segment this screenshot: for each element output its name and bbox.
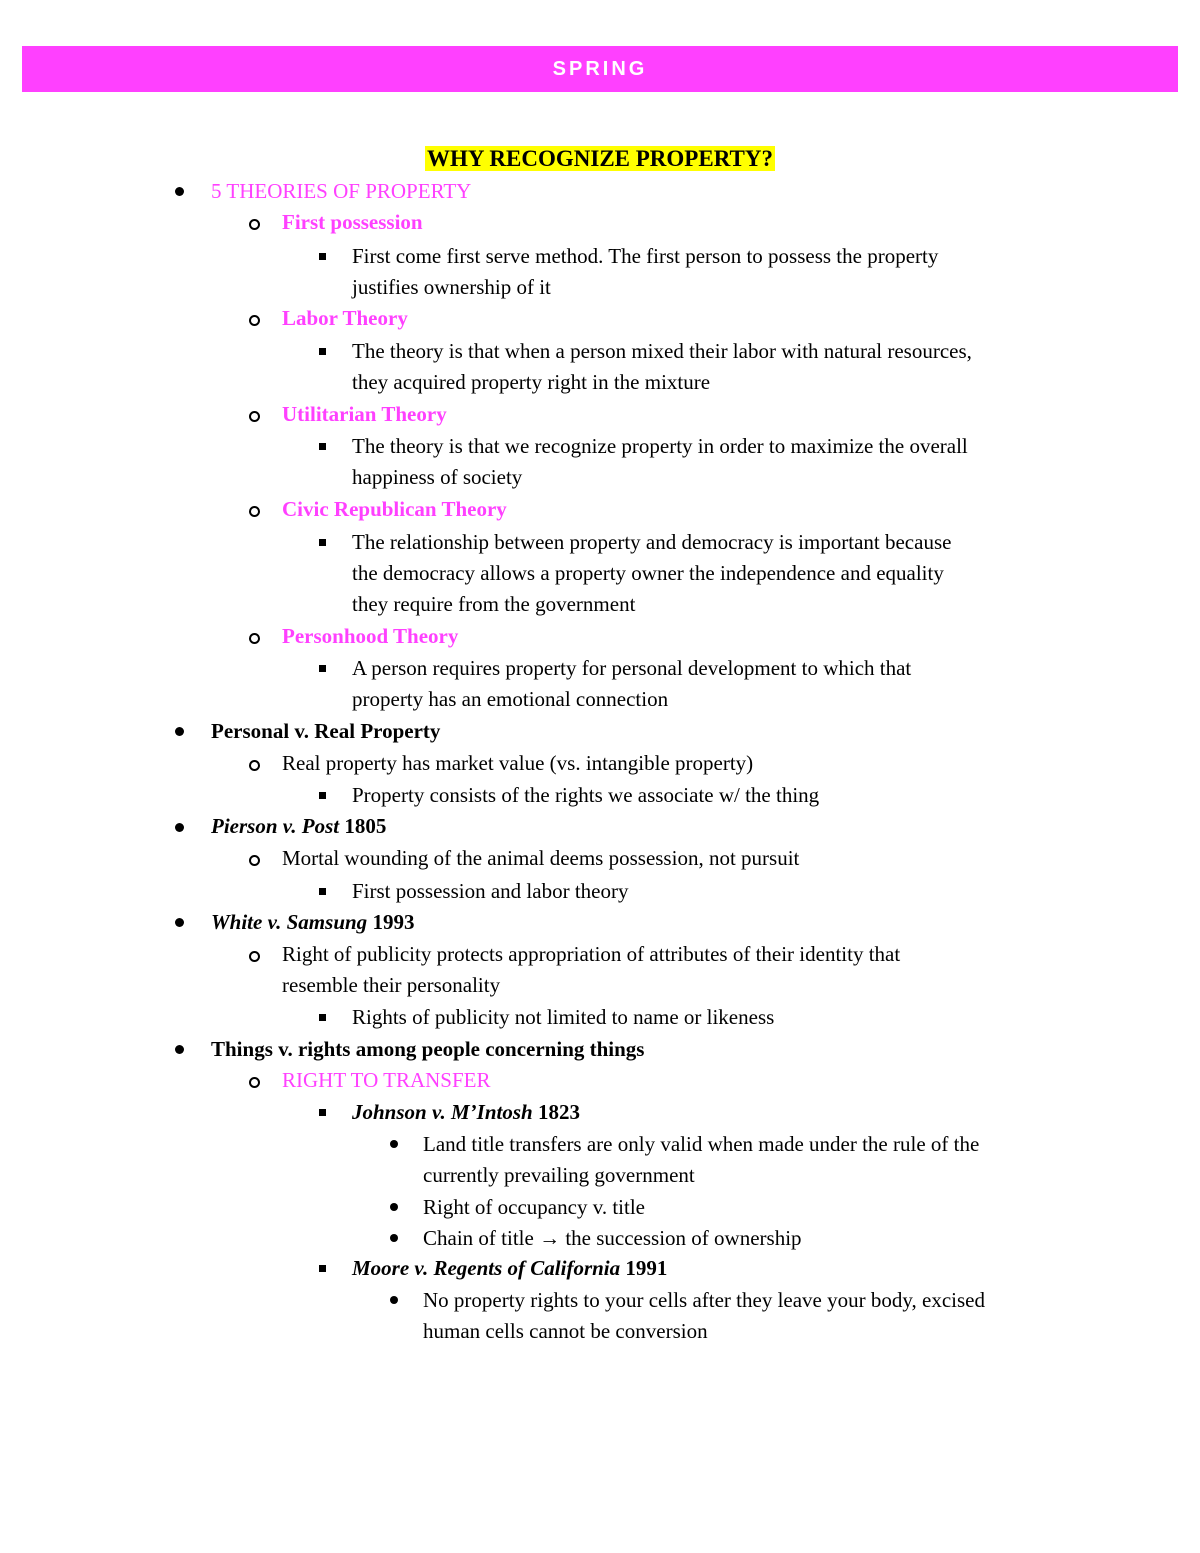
personal-real-point: Real property has market value (vs. intangible property): [282, 751, 754, 775]
civic-detail-cont-2: they require from the government: [352, 592, 636, 616]
bullet-circle: [249, 760, 260, 771]
bullet-dot: [175, 918, 184, 927]
bullet-square: [319, 888, 326, 895]
johnson-item-cont: currently prevailing government: [423, 1163, 695, 1187]
theory-labor: Labor Theory: [282, 306, 408, 330]
bullet-circle: [249, 506, 260, 517]
bullet-dot: [175, 727, 184, 736]
pierson-point: Mortal wounding of the animal deems possession, not pursuit: [282, 846, 800, 870]
banner-title: SPRING: [552, 57, 648, 80]
bullet-circle: [249, 1077, 260, 1088]
bullet-dot: [175, 823, 184, 832]
bullet-dot: [175, 187, 184, 196]
bullet-circle: [249, 855, 260, 866]
labor-detail: The theory is that when a person mixed their labor with natural resources,: [352, 339, 972, 363]
johnson-case-line: [352, 1097, 580, 1128]
civic-detail-cont: the democracy allows a property owner the independence and equality: [352, 561, 944, 585]
utilitarian-detail: The theory is that we recognize property in order to maximize the overall: [352, 434, 968, 458]
title-highlight: WHY RECOGNIZE PROPERTY?: [427, 146, 773, 171]
personhood-detail-cont: property has an emotional connection: [352, 687, 669, 711]
civic-detail: The relationship between property and democracy is important because: [352, 530, 952, 554]
bullet-square: [319, 792, 326, 799]
bullet-circle: [249, 951, 260, 962]
first-possession-detail: First come first serve method. The first person to possess the property: [352, 244, 939, 268]
bullet-dot: [390, 1296, 398, 1304]
bullet-circle: [249, 219, 260, 230]
utilitarian-detail-cont: happiness of society: [352, 465, 523, 489]
personhood-detail: A person requires property for personal development to which that: [352, 656, 912, 680]
johnson-item: Land title transfers are only valid when made under the rule of the: [423, 1132, 980, 1156]
theories-heading: 5 THEORIES OF PROPERTY: [211, 179, 472, 203]
pierson-year: 1805: [339, 814, 387, 838]
white-case-name: White v. Samsung: [211, 910, 368, 934]
johnson-item-chain: [423, 1223, 802, 1254]
bullet-circle: [249, 633, 260, 644]
bullet-dot: [175, 1045, 184, 1054]
theory-first-possession: First possession: [282, 210, 423, 234]
moore-case-name: Moore v. Regents of California: [352, 1256, 621, 1280]
bullet-square: [319, 443, 326, 450]
labor-detail-cont: they acquired property right in the mixture: [352, 370, 711, 394]
bullet-square: [319, 348, 326, 355]
bullet-square: [319, 253, 326, 260]
pierson-case-name: Pierson v. Post: [211, 814, 340, 838]
theory-civic-republican: Civic Republican Theory: [282, 497, 507, 521]
bullet-square: [319, 1265, 326, 1272]
moore-item-cont: human cells cannot be conversion: [423, 1319, 708, 1343]
theory-personhood: Personhood Theory: [282, 624, 459, 648]
chain-text: Chain of title: [423, 1226, 540, 1250]
bullet-dot: [390, 1203, 398, 1211]
white-sub: Rights of publicity not limited to name or likeness: [352, 1005, 775, 1029]
white-point-cont: resemble their personality: [282, 973, 501, 997]
moore-year: 1991: [620, 1256, 668, 1280]
johnson-case-name: Johnson v. M’Intosh: [352, 1100, 533, 1124]
bullet-dot: [390, 1234, 398, 1242]
moore-item: No property rights to your cells after they leave your body, excised: [423, 1288, 985, 1312]
bullet-square: [319, 539, 326, 546]
header-banner: [22, 46, 1178, 92]
bullet-circle: [249, 315, 260, 326]
bullet-square: [319, 1109, 326, 1116]
page-title: [0, 141, 1200, 177]
pierson-sub: First possession and labor theory: [352, 879, 629, 903]
white-case-line: [211, 907, 414, 938]
bullet-circle: [249, 411, 260, 422]
johnson-item: Right of occupancy v. title: [423, 1195, 645, 1219]
white-year: 1993: [367, 910, 415, 934]
pierson-case-line: [211, 811, 386, 842]
bullet-square: [319, 665, 326, 672]
bullet-square: [319, 1014, 326, 1021]
things-heading: Things v. rights among people concerning things: [211, 1037, 645, 1061]
right-to-transfer: RIGHT TO TRANSFER: [282, 1068, 491, 1092]
first-possession-detail-cont: justifies ownership of it: [352, 275, 551, 299]
johnson-year: 1823: [532, 1100, 580, 1124]
chain-text-cont: the succession of ownership: [560, 1226, 802, 1250]
personal-real-sub: Property consists of the rights we associate w/ the thing: [352, 783, 820, 807]
arrow-icon: →: [539, 1226, 561, 1250]
theory-utilitarian: Utilitarian Theory: [282, 402, 447, 426]
moore-case-line: [352, 1253, 667, 1284]
white-point: Right of publicity protects appropriation of attributes of their identity that: [282, 942, 901, 966]
bullet-dot: [390, 1140, 398, 1148]
personal-real-heading: Personal v. Real Property: [211, 719, 441, 743]
